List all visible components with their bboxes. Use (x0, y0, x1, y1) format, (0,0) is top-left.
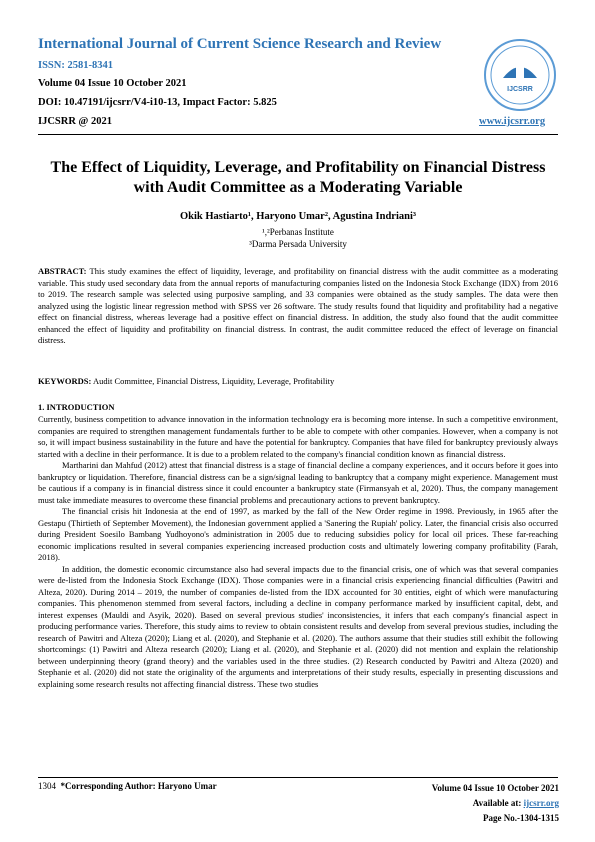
keywords-label: KEYWORDS: (38, 376, 92, 386)
paragraph: Currently, business competition to advance innovation in the information technology era is becoming more intense. In such a competitive environment, companies are required to strengthen management fundamentals further to be able to compete with other companies. However, when a company is not so, it will impact business sustainability in the future and have the potential for bankruptcy. Companies that have filed for bankruptcy previously always started with a decline in their performance. It is due to a problem related to the company's financial condition known as financial distress. (38, 414, 558, 459)
logo-icon (483, 38, 557, 112)
footer-right (432, 781, 559, 826)
paragraph: The financial crisis hit Indonesia at the end of 1997, as marked by the fall of the New Order regime in 1998. Previously, in 1965 after the Gestapu (Thirtieth of September Movement), the Indonesian government applied a 'Sanering the Rupiah' policy. Later, the financial crisis also occurred during President Soesilo Bambang Yudhoyono's administration in 2005 due to reducing subsidies policy for local oil prices. These far-reaching economic implications resulted in several companies experiencing increased production costs and ultimately lowering company profitability (Farah, 2018). (38, 506, 558, 562)
paragraph: Martharini dan Mahfud (2012) attest that financial distress is a stage of financial decline a company experiences, and it occurs before it goes into bankruptcy or liquidation. Therefore, financial distress can be a sign/signal leading to bankruptcy that a company might experience. Management must be cautious if a company is in financial distress since it could encounter a bankruptcy state (Firmansyah et al, 2020). Thus, the company management must take immediate measures to overcome these financial problems and precautionary actions to prevent bankruptcy. (38, 460, 558, 505)
keywords (38, 376, 558, 386)
paper-title-line1: The Effect of Liquidity, Leverage, and Profitability on Financial Distress (50, 159, 546, 176)
journal-website-link[interactable]: www.ijcsrr.org (479, 116, 546, 127)
page-range: Page No.-1304-1315 (483, 813, 559, 823)
introduction-body (38, 414, 558, 690)
header-divider (38, 134, 558, 135)
footer-available (432, 796, 559, 811)
available-label: Available at: (472, 798, 522, 808)
journal-title: International Journal of Current Science Research and Review (38, 36, 442, 52)
paper-title (38, 158, 558, 198)
svg-text:IJCSRR: IJCSRR (507, 86, 533, 93)
authors: Okik Hastiarto¹, Haryono Umar², Agustina Indriani³ (179, 211, 417, 222)
paragraph: In addition, the domestic economic circumstance also had several impacts due to the financial crisis, one of which was that several companies were de-listed from the Indonesia Stock Exchange (IDX). Those companies were in a financial crisis experiencing financial difficulties (Pawitri and Alteza, 2020). During 2014 – 2019, the number of companies de-listed from the IDX accounted for 30 entities, eight of which were manufacturing companies. This phenomenon stemmed from several factors, including a decline in company performance marked by insufficient capital, debt, and interest expenses (Mauldi and Asyik, 2020). Based on several previous studies' inconsistencies, it infers that each company's financial aspect in producing performance varies. Therefore, this study aims to review to obtain consistent results and develop from several previous studies, including the research of Pawitri and Alteza (2020); Liang et al. (2020), and Stephanie et al. (2020). The authors assume that their studies still exhibit the following shortcomings: (1) Pawitri and Alteza research (2020); Liang et al. (2020), and Stephanie et al. (2020) did not mention and explain the relationship between underpinning theory (grand theory) and the variables used in the three studies. (2) Research conducted by Pawitri and Alteza (2020) and Stephanie et al. (2020) did not state the originality of the arguments and interpretations of their study results, especially in presenting discussions and explaining some research results not affecting financial distress. These two studies (38, 563, 558, 689)
abstract-label: ABSTRACT: (38, 266, 87, 276)
corresponding-author: *Corresponding Author: Haryono Umar (60, 781, 217, 791)
footer-volume: Volume 04 Issue 10 October 2021 (431, 783, 559, 793)
footer-left (38, 781, 217, 791)
page-number: 1304 (38, 781, 56, 791)
keywords-text: Audit Committee, Financial Distress, Liquidity, Leverage, Profitability (93, 376, 335, 386)
affiliation-2: ³Darma Persada University (249, 239, 347, 249)
available-link[interactable]: ijcsrr.org (523, 798, 559, 808)
affiliation-1: ¹,²Perbanas Institute (262, 227, 334, 237)
abstract-text: This study examines the effect of liquidity, leverage, and profitability on financial distress with the audit committee as a moderating variable. This study used secondary data from the annual reports of manufacturing companies listed on the Indonesia Stock Exchange (IDX) from 2016 to 2019. The research sample was selected using purposive sampling, and 33 companies were obtained as the study samples. The data were then analyzed using the logistic linear regression method with SPSS ver 26 software. The study results found that liquidity and profitability had a negative effect on financial distress, whereas leverage had a positive effect on financial distress. In addition, the study also found that the audit committee enhanced the effect of liquidity and profitability on financial distress. In contrast, the audit committee reduced the effect of leverage on financial distress. (38, 266, 558, 345)
journal-short: IJCSRR @ 2021 (38, 116, 112, 127)
issn: ISSN: 2581-8341 (38, 60, 113, 71)
abstract (38, 266, 558, 347)
doi-impact: DOI: 10.47191/ijcsrr/V4-i10-13, Impact Factor: 5.825 (38, 97, 277, 108)
volume-issue: Volume 04 Issue 10 October 2021 (38, 78, 187, 89)
journal-logo (483, 38, 557, 112)
paper-title-line2: with Audit Committee as a Moderating Variable (133, 179, 463, 196)
section-heading-introduction: 1. INTRODUCTION (38, 402, 115, 412)
footer-divider (38, 777, 558, 778)
